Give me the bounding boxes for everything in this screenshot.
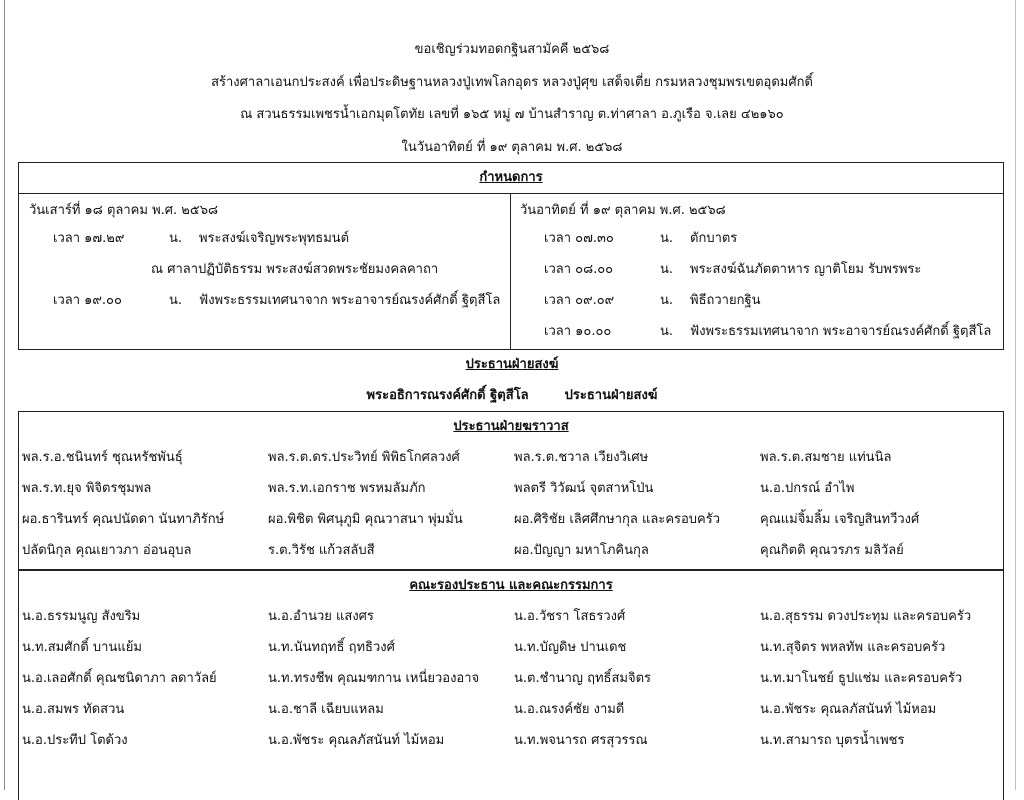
header-line-4: ในวันอาทิตย์ ที่ ๑๙ ตุลาคม พ.ศ. ๒๕๖๘ [401,139,623,155]
name-entry: พล.ร.ต.ชวาล เวียงวิเศษ [514,450,649,465]
schedule-item [520,285,1000,316]
name-entry: น.อ.ธรรมนูญ สังขริม [22,609,141,624]
schedule-unit: น. [169,293,183,308]
name-entry: คุณแม่จิ้มลิ้ม เจริญสินทวีวงศ์ [760,512,920,527]
name-entry: พล.ร.ต.สมชาย แท่นนิล [760,450,892,465]
name-entry: ปลัดนิกุล คุณเยาวภา อ่อนอุบล [22,543,192,558]
schedule-item [29,223,499,254]
name-entry: น.อ.ประทีป โตด้วง [22,733,128,748]
schedule-day-1 [29,193,499,316]
name-entry: พลตรี วิวัฒน์ จุตสาหโป่น [514,481,654,496]
schedule-text: พระสงฆ์ฉันภัตตาหาร ญาติโยม รับพรพระ [690,262,922,277]
committee-section [18,570,1004,800]
schedule-unit: น. [660,324,674,339]
name-entry: น.อ.สุธรรม ดวงประทุม และครอบครัว [760,609,972,624]
schedule-text: ตักบาตร [690,231,738,246]
schedule-day-1-date: วันเสาร์ที่ ๑๘ ตุลาคม พ.ศ. ๒๕๖๘ [29,203,218,218]
schedule-time: เวลา ๑๙.๐๐ [53,293,122,308]
lay-section-title: ประธานฝ่ายฆราวาส [453,419,569,434]
schedule-text: พิธีถวายกฐิน [690,293,761,308]
name-entry: น.ท.พจนารถ ศรสุวรรณ [514,733,648,748]
schedule-item [520,254,1000,285]
name-entry: คุณกิตติ คุณวรภร มลิวัลย์ [760,543,904,558]
name-entry: น.อ.พัชระ คุณลภัสนันท์ ไม้หอม [760,702,937,717]
schedule-time: เวลา ๐๗.๓๐ [544,231,614,246]
name-entry: น.ท.บัญดิษ ปานเดช [514,640,627,655]
schedule-day-2 [520,193,1000,347]
name-entry: น.อ.สมพร ทัดสวน [22,702,125,717]
schedule-item [29,285,499,316]
name-entry: พล.ร.ท.ยุจ พิจิตรชุมพล [22,481,152,496]
schedule-text: ฟังพระธรรมเทศนาจาก พระอาจารย์ณรงค์ศักดิ์ ฐิตฺสีโล [199,293,501,308]
schedule-text: ณ ศาลาปฏิบัติธรรม พระสงฆ์สวดพระชัยมงคลคาถา [151,262,439,277]
name-entry: น.ต.ชำนาญ ฤทธิ์สมจิตร [514,671,652,686]
name-entry: น.อ.อำนวย แสงศร [268,609,374,624]
schedule-text: พระสงฆ์เจริญพระพุทธมนต์ [199,231,350,246]
name-entry: น.อ.พัชระ คุณลภัสนันท์ ไม้หอม [268,733,445,748]
schedule-day-2-date: วันอาทิตย์ ที่ ๑๙ ตุลาคม พ.ศ. ๒๕๖๘ [520,203,726,218]
sangha-chair-name: พระอธิการณรงค์ศักดิ์ ฐิตฺสีโล [366,388,529,403]
sangha-chair [0,381,1024,411]
name-entry: พล.ร.ต.ดร.ประวิทย์ พิพิธโกศลวงศ์ [268,450,460,465]
name-entry: ผอ.ธารินทร์ คุณปนัดดา นันทาภิรักษ์ [22,512,225,527]
schedule-text: ฟังพระธรรมเทศนาจาก พระอาจารย์ณรงค์ศักดิ์ ฐิตฺสีโล [690,324,992,339]
schedule-time: เวลา ๐๙.๐๙ [544,293,615,308]
committee-section-title: คณะรองประธาน และคณะกรรมการ [409,578,613,593]
name-entry: น.ท.สมศักดิ์ บานแย้ม [22,640,142,655]
name-entry: น.ท.นันทฤทธิ์ ฤทธิวงศ์ [268,640,395,655]
schedule-time: เวลา ๑๐.๐๐ [544,324,612,339]
name-entry: น.ท.มาโนชย์ ธูปแช่ม และครอบครัว [760,671,963,686]
schedule-item [520,316,1000,347]
schedule-unit: น. [169,231,183,246]
name-entry: พล.ร.อ.ชนินทร์ ชุณหรัชพันธุ์ [22,450,183,465]
name-entry: น.อ.เลอศักดิ์ คุณชนิดาภา ลดาวัลย์ [22,671,217,686]
schedule-table [18,162,1004,350]
name-entry: น.ท.ทรงชีพ คุณมฑกาน เหนี่ยวองอาจ [268,671,480,686]
schedule-divider [510,193,511,350]
name-entry: น.อ.วัชรา โสธรวงศ์ [514,609,626,624]
sangha-section-title: ประธานฝ่ายสงฆ์ [465,357,559,372]
schedule-time: เวลา ๑๗.๒๙ [53,231,125,246]
header-line-1: ขอเชิญร่วมทอดกฐินสามัคคี ๒๕๖๘ [414,42,610,57]
name-entry: น.อ.ชาลี เฉียบแหลม [268,702,384,717]
name-entry: ผอ.ศิริชัย เลิศศึกษากุล และครอบครัว [514,512,721,527]
header-line-2: สร้างศาลาเอนกประสงค์ เพื่อประดิษฐานหลวงปู่เทพโลกอุดร หลวงปู่ศุข เสด็จเตี่ย กรมหลวงชุมพรเขตอุดมศักดิ์ [211,74,813,90]
schedule-title: กำหนดการ [19,163,1003,194]
name-entry: ผอ.พิชิต พิศนุภูมิ คุณวาสนา พุ่มมั่น [268,512,463,527]
sangha-chair-role: ประธานฝ่ายสงฆ์ [564,388,658,403]
schedule-time: เวลา ๐๘.๐๐ [544,262,614,277]
schedule-unit: น. [660,262,674,277]
invitation-header [0,34,1024,164]
schedule-unit: น. [660,231,674,246]
schedule-item [520,223,1000,254]
name-entry: น.อ.ณรงค์ชัย งามดี [514,702,625,717]
name-entry: ร.ต.วิรัช แก้วสลับสี [268,543,375,558]
schedule-unit: น. [660,293,674,308]
schedule-item [29,254,499,285]
name-entry: น.ท.สุจิตร พหลทัพ และครอบครัว [760,640,946,655]
name-entry: พล.ร.ท.เอกราช พรหมลัมภัก [268,481,426,496]
name-entry: น.ท.สามารถ บุตรน้ำเพชร [760,733,905,748]
name-entry: ผอ.ปัญญา มหาโภคินกุล [514,543,649,558]
header-line-3: ณ สวนธรรมเพชรน้ำเอกมุตโตทัย เลขที่ ๑๖๕ หมู่ ๗ บ้านสำราญ ต.ท่าศาลา อ.ภูเรือ จ.เลย ๔๒๑๖๐ [240,107,784,122]
name-entry: น.อ.ปกรณ์ อำไพ [760,481,855,496]
